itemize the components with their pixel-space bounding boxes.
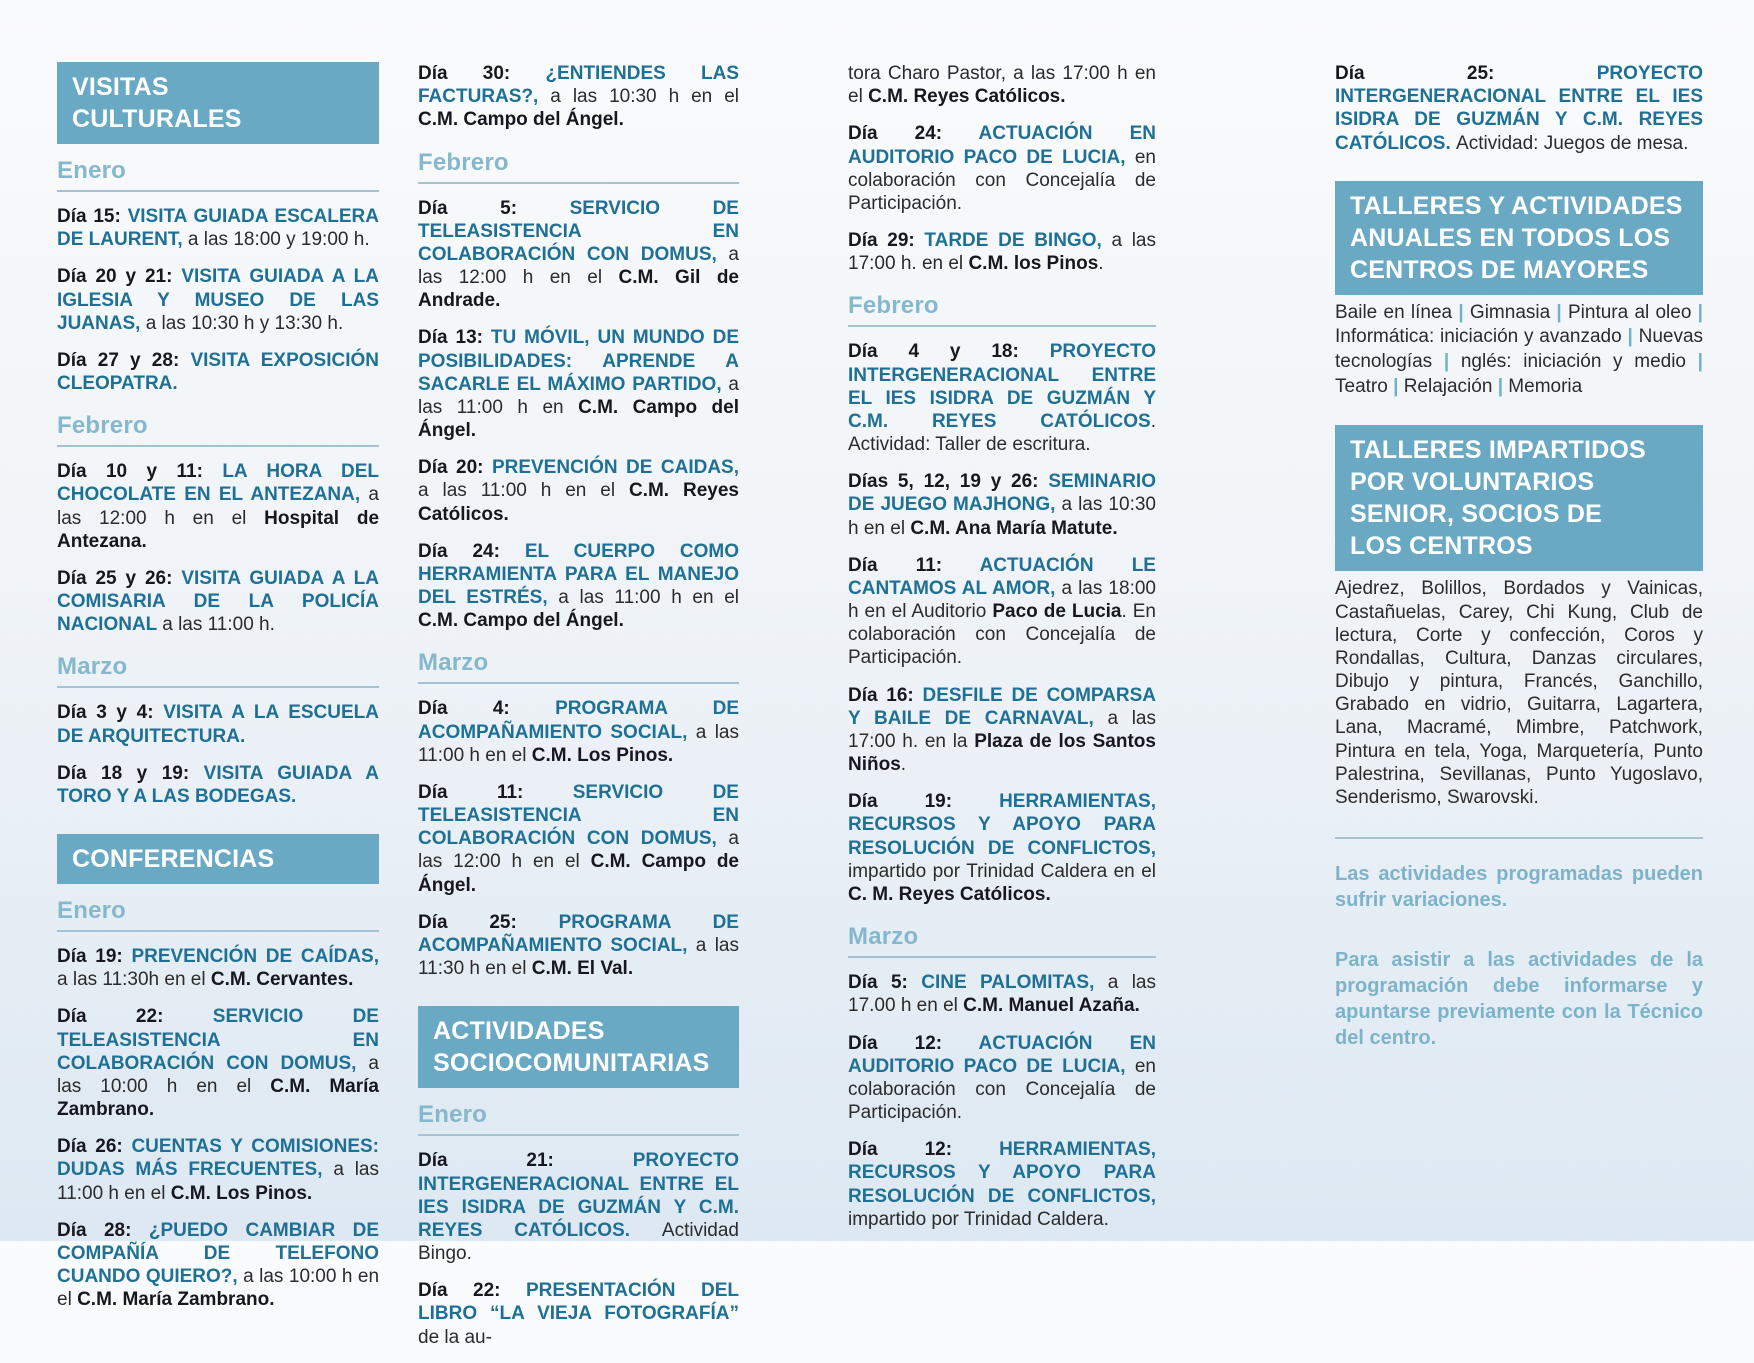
text-segment: PROYECTO INTERGENERACIONAL ENTRE EL IES ISIDRA DE GUZMÁN Y C.M. REYES CATÓLICOS. — [1335, 63, 1703, 154]
text-segment: a las 11:00 h en el — [418, 721, 739, 766]
event-entry — [57, 1135, 379, 1205]
section-header-line: VISITAS — [72, 73, 169, 101]
text-segment: Día 19: — [57, 946, 132, 968]
text-segment: Días 5, 12, 19 y 26: — [848, 471, 1049, 493]
section-header-line: CONFERENCIAS — [72, 845, 275, 874]
month-label: Febrero — [418, 148, 509, 176]
note-text: Las actividades programadas pueden sufrir variaciones. — [1335, 863, 1703, 912]
text-segment: Día 24: — [418, 540, 525, 562]
text-segment: a las 10:30 h en el — [550, 86, 739, 108]
event-entry — [418, 781, 739, 897]
text-segment: TARDE DE BINGO, — [924, 230, 1112, 252]
month-label: Enero — [57, 157, 127, 184]
note — [1335, 861, 1703, 913]
text-segment: Plaza de los Santos Niños — [848, 730, 1156, 776]
text-segment: Día 4 y 18: — [848, 341, 1050, 363]
annual-workshops-list — [1335, 301, 1703, 400]
text-segment: a las 10:30 h en el — [848, 494, 1156, 539]
text-segment: VISITA GUIADA A LA COMISARIA DE LA POLICÍA NACIONAL — [57, 567, 380, 636]
pipe-separator: | — [1691, 301, 1703, 323]
event-entry — [848, 554, 1156, 670]
text-segment: Día 27 y 28: — [57, 349, 191, 371]
text-segment: Día 25 y 26: — [57, 567, 182, 589]
text-segment: C.M. Campo del Ángel. — [418, 396, 739, 442]
text-segment: Día 25: — [418, 911, 559, 933]
month-label: Enero — [418, 1101, 488, 1129]
event-entry — [57, 460, 379, 553]
text-segment: Día 11: — [418, 781, 573, 803]
event-entry — [848, 790, 1156, 906]
text-segment: ACTUACIÓN EN AUDITORIO PACO DE LUCIA, — [848, 123, 1156, 168]
month-heading — [57, 653, 379, 688]
paragraph — [848, 62, 1156, 108]
text-segment: a las 11:00 h en — [418, 373, 739, 418]
event-entry — [418, 1149, 739, 1265]
text-segment: de la au- — [418, 1326, 492, 1348]
section-header-line: ACTIVIDADES — [433, 1017, 605, 1046]
note — [1335, 947, 1703, 1051]
event-entry — [848, 340, 1156, 456]
text-segment: Actividad: Juegos de mesa. — [1456, 132, 1689, 154]
pipe-separator: | — [1452, 301, 1470, 323]
text-segment: a las 10:00 h en el — [57, 1052, 379, 1097]
event-entry — [57, 205, 379, 251]
pipe-separator: | — [1686, 351, 1703, 373]
event-entry — [57, 945, 379, 991]
month-label: Marzo — [57, 653, 128, 681]
text-segment: HERRAMIENTAS, RECURSOS Y APOYO PARA RESOLUCIÓN DE CONFLICTOS, — [848, 791, 1156, 859]
event-entry — [57, 762, 379, 808]
text-segment: Día 19: — [848, 791, 1000, 813]
text-segment: TU MÓVIL, UN MUNDO DE POSIBILIDADES: APRENDE A SACARLE EL MÁXIMO PARTIDO, — [418, 327, 739, 395]
section-header-line: LOS CENTROS — [1350, 532, 1533, 561]
text-segment: a las 18:00 y 19:00 h. — [187, 229, 370, 251]
event-entry — [57, 265, 379, 335]
text-segment: PREVENCIÓN DE CAIDAS, — [491, 457, 739, 479]
text-segment: DESFILE DE COMPARSA Y BAILE DE CARNAVAL, — [848, 684, 1156, 729]
text-segment: a las 10:30 h y 13:30 h. — [145, 312, 344, 334]
text-segment: Día 21: — [418, 1150, 633, 1172]
workshop-item: Memoria — [1508, 375, 1583, 397]
workshop-item: Relajación — [1403, 375, 1493, 397]
text-segment: C.M. Campo del Ángel. — [418, 610, 624, 632]
pipe-separator: | — [1492, 375, 1509, 397]
text-segment: Paco de Lucia — [992, 601, 1122, 623]
text-segment: Día 20 y 21: — [57, 266, 182, 288]
event-entry — [848, 684, 1156, 777]
text-segment: PROGRAMA DE ACOMPAÑAMIENTO SOCIAL, — [418, 911, 739, 956]
text-segment: Día 11: — [848, 554, 980, 576]
event-entry — [418, 197, 739, 313]
text-segment: a las 11:30 h en el — [418, 934, 739, 980]
workshop-item: nglés: iniciación y medio — [1460, 351, 1686, 373]
month-label: Febrero — [57, 412, 148, 440]
text-segment: impartido por Trinidad Caldera. — [848, 1208, 1109, 1230]
section-header — [1335, 425, 1703, 571]
section-header-line: POR VOLUNTARIOS — [1350, 468, 1595, 497]
section-header-line: SENIOR, SOCIOS DE — [1350, 500, 1603, 529]
text-segment: a las 11:00 h. — [162, 614, 275, 636]
section-header-line: TALLERES IMPARTIDOS — [1350, 436, 1646, 465]
text-segment: Día 12: — [848, 1032, 979, 1054]
month-label: Enero — [57, 897, 127, 925]
text-segment: PROGRAMA DE ACOMPAÑAMIENTO SOCIAL, — [418, 698, 739, 743]
section-header-line: ANUALES EN TODOS LOS — [1350, 223, 1671, 252]
workshop-item: Pintura al oleo — [1568, 301, 1692, 323]
text-segment: SEMINARIO DE JUEGO MAJHONG, — [848, 471, 1156, 516]
event-entry — [418, 911, 739, 981]
text-segment: PROYECTO INTERGENERACIONAL ENTRE EL IES ISIDRA DE GUZMÁN Y C.M. REYES CATÓLICOS. — [418, 1150, 739, 1241]
pipe-separator: | — [1387, 375, 1404, 397]
pipe-separator: | — [1621, 326, 1639, 348]
month-label: Marzo — [848, 923, 919, 951]
month-heading — [57, 157, 379, 192]
text-segment: ¿ENTIENDES LAS FACTURAS?, — [418, 63, 740, 108]
workshop-item: Informática: iniciación y avanzado — [1335, 326, 1622, 348]
section-header-line: CULTURALES — [72, 105, 242, 133]
text-segment: Día 25: — [1335, 63, 1597, 84]
text-segment: C.M. María Zambrano. — [57, 1075, 379, 1121]
text-segment: en colaboración con Concejalía de Participación. — [848, 1055, 1156, 1124]
text-segment: a las 17:00 h. en el — [848, 230, 1156, 275]
section-header — [418, 1006, 739, 1088]
text-segment: a las 11:00 h en el — [418, 480, 629, 502]
text-segment: VISITA A LA ESCUELA DE ARQUITECTURA. — [57, 702, 379, 747]
event-entry — [418, 1279, 739, 1349]
section-header — [57, 834, 379, 884]
text-segment: C.M. los Pinos — [968, 253, 1099, 275]
text-segment: a las 17.00 h en el — [848, 972, 1156, 1017]
event-entry — [848, 1138, 1156, 1231]
text-segment: C.M. Los Pinos. — [531, 744, 674, 766]
text-segment: C.M. Reyes Católicos. — [868, 86, 1066, 108]
text-segment: Día 30: — [418, 63, 546, 84]
text-segment: Día 12: — [848, 1139, 1000, 1161]
text-segment: PREVENCIÓN DE CAÍDAS, — [131, 946, 379, 968]
text-segment: C.M. Los Pinos. — [170, 1182, 313, 1204]
event-entry — [848, 122, 1156, 215]
month-label: Marzo — [418, 649, 489, 677]
event-entry — [1335, 62, 1703, 155]
text-segment: . Actividad: Taller de escritura. — [848, 410, 1156, 456]
text-segment: HERRAMIENTAS, RECURSOS Y APOYO PARA RESOLUCIÓN DE CONFLICTOS, — [848, 1139, 1156, 1207]
text-segment: Día 3 y 4: — [57, 702, 164, 724]
workshop-item: Gimnasia — [1469, 301, 1551, 323]
text-segment: . En colaboración con Concejalía de Participación. — [848, 601, 1156, 669]
text-segment: VISITA GUIADA A TORO Y A LAS BODEGAS. — [57, 762, 379, 807]
column-4 — [1335, 62, 1703, 1085]
text-segment: Hospital de Antezana. — [57, 507, 380, 552]
text-segment: C.M. Reyes Católicos. — [418, 480, 739, 525]
text-segment: Día 5: — [418, 197, 570, 219]
text-segment: Día 13: — [418, 327, 491, 349]
text-segment: CINE PALOMITAS, — [921, 972, 1108, 994]
text-segment: Día 20: — [418, 457, 492, 479]
event-entry — [57, 349, 379, 395]
section-header-line: CENTROS DE MAYORES — [1350, 255, 1649, 284]
month-heading — [57, 897, 379, 932]
workshop-item: Baile en línea — [1335, 301, 1453, 323]
text-segment: ACTUACIÓN LE CANTAMOS AL AMOR, — [848, 554, 1156, 599]
text-segment: a las 18:00 h en el Auditorio — [848, 577, 1156, 623]
paragraph — [1335, 577, 1703, 809]
column-1 — [57, 62, 379, 1326]
event-entry — [848, 971, 1156, 1017]
event-entry — [57, 701, 379, 747]
text-segment: Día 4: — [418, 698, 556, 720]
month-heading — [57, 412, 379, 447]
text-segment: Actividad Bingo. — [418, 1219, 739, 1265]
text-segment: Día 16: — [848, 684, 923, 706]
text-segment: Día 10 y 11: — [57, 461, 223, 483]
month-heading — [848, 923, 1156, 958]
section-header — [1335, 181, 1703, 295]
text-segment: Día 24: — [848, 123, 979, 145]
text-segment: VISITA EXPOSICIÓN CLEOPATRA. — [57, 349, 379, 395]
text-segment: C.M. Campo de Ángel. — [418, 851, 739, 896]
text-segment: Día 5: — [848, 972, 922, 994]
text-segment: a las 12:00 h en el — [418, 828, 739, 873]
event-entry — [848, 229, 1156, 275]
text-segment: C.M. Manuel Azaña. — [963, 995, 1140, 1017]
text-segment: C. M. Reyes Católicos. — [848, 883, 1051, 905]
text-segment: a las 11:00 h en el — [558, 587, 740, 609]
event-entry — [418, 62, 739, 132]
text-segment: SERVICIO DE TELEASISTENCIA EN COLABORACIÓN CON DOMUS, — [57, 1006, 379, 1074]
text-segment: SERVICIO DE TELEASISTENCIA EN COLABORACIÓN CON DOMUS, — [418, 197, 739, 265]
event-entry — [418, 540, 739, 633]
text-segment: Día 22: — [418, 1280, 526, 1302]
section-header-line: SOCIOCOMUNITARIAS — [433, 1049, 710, 1078]
pipe-separator: | — [1550, 301, 1568, 323]
month-label: Febrero — [848, 292, 939, 320]
text-segment: LA HORA DEL CHOCOLATE EN EL ANTEZANA, — [57, 461, 380, 506]
text-segment: PRESENTACIÓN DEL LIBRO “LA VIEJA FOTOGRAFÍA” — [418, 1280, 739, 1325]
text-segment: VISITA GUIADA ESCALERA DE LAURENT, — [57, 206, 379, 251]
text-segment: ACTUACIÓN EN AUDITORIO PACO DE LUCIA, — [848, 1032, 1156, 1077]
month-heading — [418, 649, 739, 684]
month-heading — [848, 292, 1156, 327]
text-segment: Día 26: — [57, 1136, 132, 1158]
text-segment: ¿PUEDO CAMBIAR DE COMPAÑÍA DE TELEFONO CUANDO QUIERO?, — [57, 1219, 379, 1288]
text-segment: a las 11:30h en el — [57, 969, 211, 991]
text-segment: tora Charo Pastor, a las 17:00 h en el — [848, 63, 1156, 108]
divider — [1335, 837, 1703, 839]
pipe-separator: | — [1432, 351, 1461, 373]
text-segment: a las 17:00 h. en la — [848, 707, 1156, 752]
text-segment: VISITA GUIADA A LA IGLESIA Y MUSEO DE LAS JUANAS, — [57, 266, 380, 334]
section-header — [57, 62, 379, 144]
text-segment: C.M. Gil de Andrade. — [418, 267, 739, 312]
text-segment: en colaboración con Concejalía de Participación. — [848, 146, 1156, 214]
text-segment: EL CUERPO COMO HERRAMIENTA PARA EL MANEJO DEL ESTRÉS, — [418, 540, 739, 609]
month-heading — [418, 1101, 739, 1136]
workshop-item: Nuevas tecnologías — [1335, 326, 1704, 373]
text-segment: Ajedrez, Bolillos, Bordados y Vainicas, Castañuelas, Carey, Chi Kung, Club de lectura, Corte y confección, Coros y Rondallas, Cultura, Danzas circulares, Dibujo y pintura, Francés, Ganchillo, Grabado en vidrio, Guitarra, Lagartera, Lana, Macramé, Mimbre, Patchwork, Pintura en tela, Yoga, Marquetería, Punto Palestrina, Sevillanas, Punto Yugoslavo, Senderismo, Swarovski. — [1335, 578, 1703, 808]
event-entry — [848, 470, 1156, 540]
note-text: Para asistir a las actividades de la programación debe informarse y apuntarse previamente con la Técnico del centro. — [1335, 949, 1703, 1050]
event-entry — [57, 1005, 379, 1121]
text-segment: C.M. Ana María Matute. — [910, 517, 1118, 539]
event-entry — [418, 697, 739, 767]
event-entry — [57, 567, 379, 637]
text-segment: Día 15: — [57, 206, 128, 227]
text-segment: CUENTAS Y COMISIONES: DUDAS MÁS FRECUENTES, — [57, 1136, 379, 1181]
text-segment: . — [900, 754, 907, 776]
text-segment: PROYECTO INTERGENERACIONAL ENTRE EL IES ISIDRA DE GUZMÁN Y C.M. REYES CATÓLICOS — [848, 341, 1156, 432]
section-header-line: TALLERES Y ACTIVIDADES — [1350, 191, 1683, 220]
text-segment: Día 22: — [57, 1006, 213, 1028]
text-segment: Día 29: — [848, 230, 925, 252]
text-segment: Día 28: — [57, 1219, 149, 1241]
text-segment: Día 18 y 19: — [57, 762, 204, 784]
text-segment: C.M. El Val. — [531, 958, 634, 980]
workshop-item: Teatro — [1335, 375, 1388, 397]
event-entry — [418, 456, 739, 526]
text-segment: impartido por Trinidad Caldera en el — [848, 860, 1156, 882]
text-segment: a las 10:00 h en el — [57, 1266, 380, 1311]
event-entry — [418, 326, 739, 442]
month-heading — [418, 149, 739, 184]
text-segment: a las 12:00 h en el — [57, 484, 379, 529]
column-3 — [848, 62, 1156, 1245]
text-segment: . — [1098, 253, 1104, 275]
text-segment: C.M. María Zambrano. — [77, 1289, 275, 1311]
column-2 — [418, 62, 739, 1363]
event-entry — [57, 1219, 379, 1312]
text-segment: C.M. Cervantes. — [210, 969, 354, 991]
text-segment: C.M. Campo del Ángel. — [418, 109, 624, 131]
event-entry — [848, 1032, 1156, 1125]
text-segment: a las 11:00 h en el — [57, 1159, 379, 1204]
text-segment: SERVICIO DE TELEASISTENCIA EN COLABORACIÓN CON DOMUS, — [418, 781, 739, 850]
text-segment: a las 12:00 h en el — [418, 243, 739, 289]
